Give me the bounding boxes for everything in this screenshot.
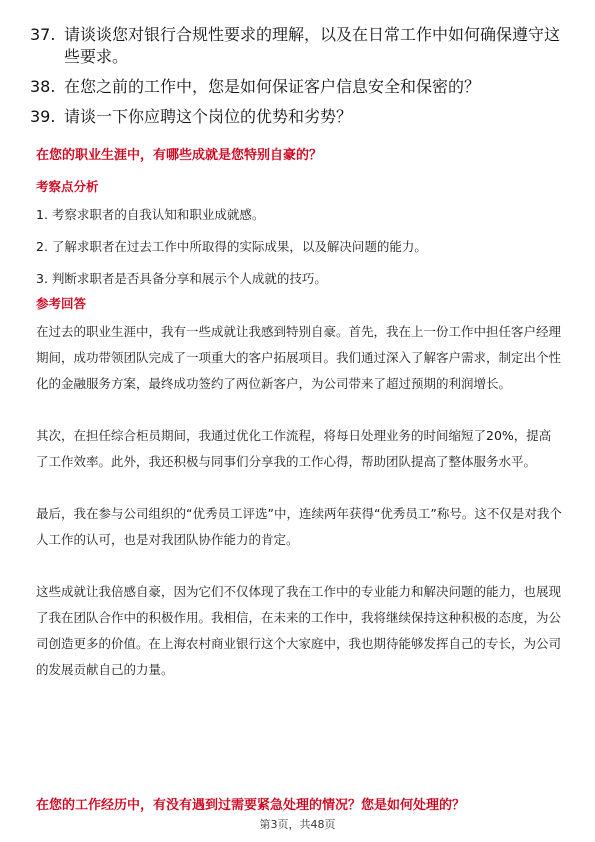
- answer-paragraph: 最后，我在参与公司组织的“优秀员工评选”中，连续两年获得“优秀员工”称号。这不仅是对我个人工作的认可，也是对我团队协作能力的肯定。: [36, 506, 562, 547]
- next-question: [36, 797, 562, 815]
- answer-paragraph: 在过去的职业生涯中，我有一些成就让我感到特别自豪。首先，我在上一份工作中担任客户经理期间，成功带领团队完成了一项重大的客户拓展项目。我们通过深入了解客户需求，制定出个性化的金融服务方案，最终成功签约了两位新客户，为公司带来了超过预期的利润增长。: [36, 324, 562, 391]
- question-text: 请谈谈您对银行合规性要求的理解，以及在日常工作中如何确保遵守这些要求。: [64, 25, 561, 66]
- question-text: 在您之前的工作中，您是如何保证客户信息安全和保密的？: [64, 77, 481, 96]
- answer-paragraph: 这些成就让我倍感自豪，因为它们不仅体现了我在工作中的专业能力和解决问题的能力，也展现了我在团队合作中的积极作用。我相信，在未来的工作中，我将继续保持这种积极的态度，为公司创造更多的价值。在上海农村商业银行这个大家庭中，我也期待能够发挥自己的专长，为公司的发展贡献自己的力量。: [36, 584, 562, 677]
- question-list: [30, 24, 570, 136]
- answer-paragraph: 其次，在担任综合柜员期间，我通过优化工作流程，将每日处理业务的时间缩短了20%，提高了工作效率。此外，我还积极与同事们分享我的工作心得，帮助团队提高了整体服务水平。: [36, 428, 552, 469]
- analysis-point: 3. 判断求职者是否具备分享和展示个人成就的技巧。: [36, 271, 327, 286]
- answer-title: 参考回答: [36, 296, 87, 311]
- question-item-39: [30, 106, 570, 128]
- question-item-37: [30, 24, 570, 68]
- question-number: 39.: [30, 107, 56, 126]
- current-question-title: 在您的职业生涯中，有哪些成就是您特别自豪的？: [36, 148, 323, 163]
- answer-section: [36, 295, 562, 683]
- analysis-section: [36, 178, 562, 302]
- analysis-point: 2. 了解求职者在过去工作中所取得的实际成果，以及解决问题的能力。: [36, 239, 427, 254]
- next-question-title: 在您的工作经历中，有没有遇到过需要紧急处理的情况？您是如何处理的？: [36, 798, 466, 813]
- question-item-38: [30, 76, 570, 98]
- current-question: [36, 147, 562, 165]
- page-number: 第3页，共48页: [259, 818, 336, 831]
- analysis-title: 考察点分析: [36, 179, 99, 194]
- question-text: 请谈一下你应聘这个岗位的优势和劣势？: [64, 107, 353, 126]
- analysis-point: 1. 考察求职者的自我认知和职业成就感。: [36, 207, 265, 222]
- question-number: 38.: [30, 77, 56, 96]
- question-number: 37.: [30, 25, 56, 44]
